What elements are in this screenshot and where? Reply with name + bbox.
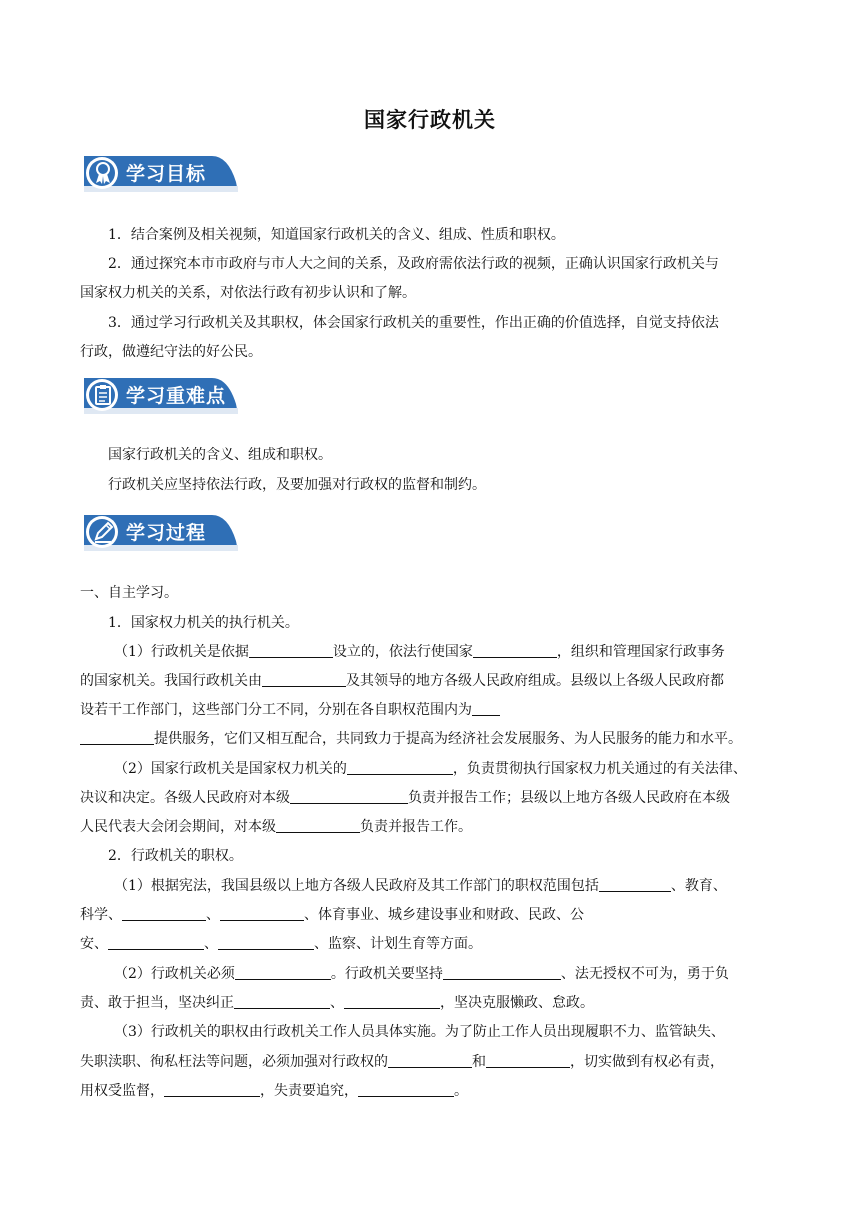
fill-blank	[290, 789, 408, 804]
fill-blank	[276, 818, 360, 833]
subsection-heading: 1．国家权力机关的执行机关。	[108, 615, 299, 631]
paragraph-line: （2）国家行政机关是国家权力机关的 ，负责贯彻执行国家权力机关通过的有关法律、	[114, 761, 747, 777]
paragraph-line: 人民代表大会闭会期间，对本级 负责并报告工作。	[80, 819, 472, 835]
fill-blank	[472, 701, 500, 716]
fill-blank	[218, 935, 314, 950]
fill-blank	[388, 1053, 472, 1068]
fill-blank	[80, 730, 154, 745]
section-heading: 一、自主学习。	[80, 585, 178, 601]
page-title: 国家行政机关	[364, 108, 496, 132]
fill-blank	[358, 1082, 454, 1097]
badge-label: 学习目标	[126, 163, 207, 185]
fill-blank	[473, 643, 557, 658]
goal-item-continued: 行政，做遵纪守法的好公民。	[80, 344, 262, 360]
fill-blank	[122, 906, 206, 921]
paragraph-line: （1）行政机关是依据 设立的，依法行使国家 ，组织和管理国家行政事务	[114, 644, 725, 660]
paragraph-line: （1）根据宪法，我国县级以上地方各级人民政府及其工作部门的职权范围包括 、教育、	[114, 878, 727, 894]
badge-label: 学习重难点	[126, 385, 227, 407]
fill-blank	[347, 760, 453, 775]
section-badge-key-points	[80, 374, 240, 416]
fill-blank	[164, 1082, 260, 1097]
fill-blank	[234, 994, 330, 1009]
fill-blank	[108, 935, 204, 950]
fill-blank	[235, 965, 331, 980]
goal-item: 3．通过学习行政机关及其职权，体会国家行政机关的重要性，作出正确的价值选择，自觉支持依法	[108, 315, 719, 331]
paragraph-line: （2）行政机关必须 。行政机关要坚持 、法无授权不可为，勇于负	[114, 966, 729, 982]
paragraph-line: 提供服务，它们又相互配合，共同致力于提高为经济社会发展服务、为人民服务的能力和水平。	[80, 729, 742, 749]
fill-blank	[220, 906, 304, 921]
fill-blank	[262, 672, 346, 687]
paragraph-line: 安、 、 、监察、计划生育等方面。	[80, 936, 482, 952]
paragraph-line: 科学、 、 、体育事业、城乡建设事业和财政、民政、公	[80, 907, 584, 923]
section-badge-goals	[80, 152, 240, 194]
paragraph-line: 用权受监督， ，失责要追究， 。	[80, 1083, 468, 1099]
paragraph-line: 责、敢于担当，坚决纠正 、 ，坚决克服懒政、怠政。	[80, 995, 594, 1011]
clipboard-icon	[93, 384, 113, 406]
paragraph-line: 决议和决定。各级人民政府对本级 负责并报告工作；县级以上地方各级人民政府在本级	[80, 790, 730, 806]
key-point-item: 国家行政机关的含义、组成和职权。	[108, 447, 332, 463]
fill-blank	[486, 1053, 570, 1068]
fill-blank	[344, 994, 440, 1009]
goal-item-continued: 国家权力机关的关系，对依法行政有初步认识和了解。	[80, 285, 416, 301]
section-badge-process	[80, 511, 240, 553]
badge-label: 学习过程	[126, 522, 207, 544]
medal-icon	[92, 161, 114, 185]
fill-blank	[249, 643, 333, 658]
paragraph-line: 的国家机关。我国行政机关由 及其领导的地方各级人民政府组成。县级以上各级人民政府都	[80, 673, 724, 689]
paragraph-line: 失职渎职、徇私枉法等问题，必须加强对行政权的 和 ，切实做到有权必有责，	[80, 1054, 724, 1070]
pencil-icon	[92, 520, 114, 544]
goal-item: 2．通过探究本市市政府与市人大之间的关系，及政府需依法行政的视频，正确认识国家行政机关与	[108, 256, 719, 272]
paragraph-line: （3）行政机关的职权由行政机关工作人员具体实施。为了防止工作人员出现履职不力、监管缺失、	[114, 1024, 725, 1040]
key-point-item: 行政机关应坚持依法行政，及要加强对行政权的监督和制约。	[108, 477, 486, 493]
fill-blank	[443, 965, 561, 980]
subsection-heading: 2．行政机关的职权。	[108, 848, 243, 864]
paragraph-line: 设若干工作部门，这些部门分工不同，分别在各自职权范围内为	[80, 700, 500, 720]
fill-blank	[599, 877, 671, 892]
goal-item: 1．结合案例及相关视频，知道国家行政机关的含义、组成、性质和职权。	[108, 227, 565, 243]
